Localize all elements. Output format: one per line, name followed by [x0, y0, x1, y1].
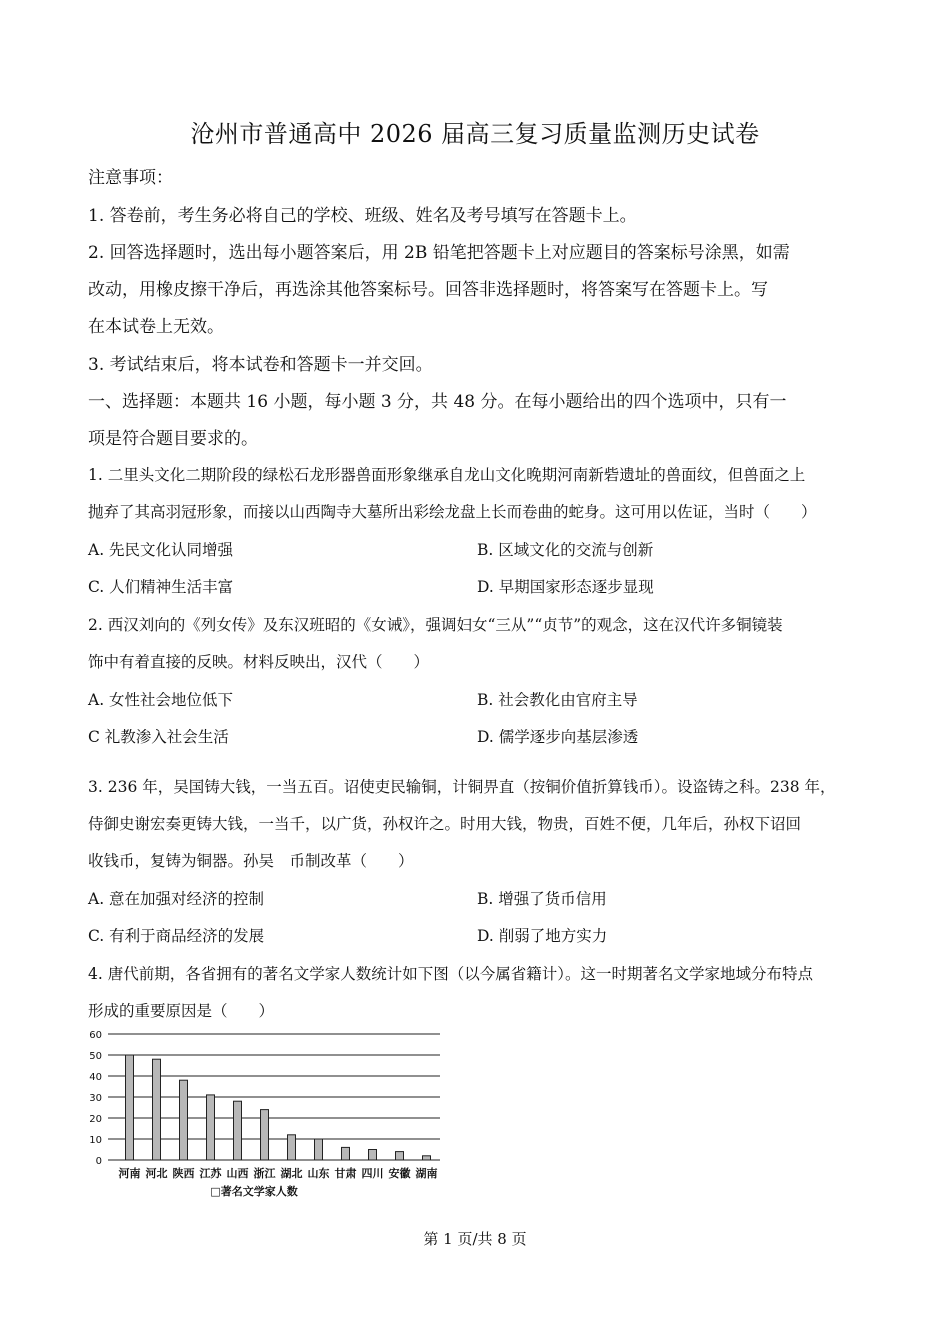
x-tick-label: 河南 — [118, 1167, 141, 1180]
question-2-stem-cont: 饰中有着直接的反映。材料反映出，汉代（ ） — [88, 653, 430, 671]
page-title: 沧州市普通高中 2026 届高三复习质量监测历史试卷 — [190, 120, 760, 148]
notice-heading: 注意事项： — [88, 168, 173, 188]
notice-item-3: 3. 考试结束后，将本试卷和答题卡一并交回。 — [88, 355, 433, 375]
question-1-option-c: C. 人们精神生活丰富 — [88, 578, 234, 596]
section-heading: 一、选择题：本题共 16 小题，每小题 3 分，共 48 分。在每小题给出的四个选项中，只有一 — [88, 392, 787, 412]
question-2-option-b: B. 社会教化由官府主导 — [477, 691, 638, 709]
question-2-stem: 2. 西汉刘向的《列女传》及东汉班昭的《女诫》，强调妇女“三从”“贞节”的观念，这在汉代许多铜镜装 — [88, 616, 783, 634]
question-2-option-c: C 礼教渗入社会生活 — [88, 728, 229, 746]
chart-legend: □著名文学家人数 — [210, 1185, 298, 1198]
y-tick-label: 40 — [89, 1072, 102, 1083]
notice-item-2-end: 在本试卷上无效。 — [88, 317, 224, 337]
y-tick-label: 50 — [89, 1051, 102, 1062]
bar — [153, 1059, 161, 1160]
question-1-stem-cont: 抛弃了其高羽冠形象，而接以山西陶寺大墓所出彩绘龙盘上长而卷曲的蛇身。这可用以佐证，当时（ ） — [88, 503, 817, 521]
bar — [423, 1156, 431, 1160]
x-tick-label: 江苏 — [199, 1167, 222, 1180]
bar — [234, 1101, 242, 1160]
y-tick-label: 60 — [89, 1030, 102, 1041]
question-2-option-a: A. 女性社会地位低下 — [88, 691, 234, 709]
question-4-stem: 4. 唐代前期，各省拥有的著名文学家人数统计如下图（以今属省籍计）。这一时期著名文学家地域分布特点 — [88, 965, 813, 983]
x-tick-label: 陕西 — [172, 1167, 195, 1180]
x-tick-label: 甘肃 — [334, 1167, 357, 1180]
question-4-stem-cont: 形成的重要原因是（ ） — [88, 1002, 275, 1020]
question-3-option-c: C. 有利于商品经济的发展 — [88, 927, 265, 945]
y-tick-label: 0 — [95, 1156, 102, 1167]
bar — [369, 1150, 377, 1161]
x-tick-label: 河北 — [145, 1167, 168, 1180]
section-heading-cont: 项是符合题目要求的。 — [88, 429, 258, 449]
bar — [315, 1139, 323, 1160]
question-1-option-b: B. 区域文化的交流与创新 — [477, 541, 654, 559]
notice-item-2-cont: 改动，用橡皮擦干净后，再选涂其他答案标号。回答非选择题时，将答案写在答题卡上。写 — [88, 280, 768, 300]
y-tick-label: 20 — [89, 1114, 102, 1125]
writers-bar-chart — [82, 1022, 452, 1202]
y-tick-label: 10 — [89, 1135, 102, 1146]
x-tick-label: 四川 — [361, 1167, 384, 1180]
question-1-option-d: D. 早期国家形态逐步显现 — [477, 578, 654, 596]
x-tick-label: 湖南 — [415, 1167, 438, 1180]
question-3-option-d: D. 削弱了地方实力 — [477, 927, 608, 945]
bar — [207, 1095, 215, 1160]
bar — [396, 1152, 404, 1160]
question-3-stem-end: 收钱币，复铸为铜器。孙吴 币制改革（ ） — [88, 852, 414, 870]
y-tick-label: 30 — [89, 1093, 102, 1104]
bar — [342, 1147, 350, 1160]
question-3-stem: 3. 236 年，吴国铸大钱，一当五百。诏使吏民输铜，计铜畀直（按铜价值折算钱币）。设盗铸之科。238 年， — [88, 778, 836, 796]
bar — [288, 1135, 296, 1160]
question-3-option-b: B. 增强了货币信用 — [477, 890, 607, 908]
bar — [261, 1110, 269, 1160]
question-1-stem: 1. 二里头文化二期阶段的绿松石龙形器兽面形象继承自龙山文化晚期河南新砦遗址的兽面纹，但兽面之上 — [88, 466, 806, 484]
question-3-option-a: A. 意在加强对经济的控制 — [88, 890, 265, 908]
x-tick-label: 湖北 — [280, 1167, 303, 1180]
notice-item-1: 1. 答卷前，考生务必将自己的学校、班级、姓名及考号填写在答题卡上。 — [88, 206, 637, 226]
notice-item-2: 2. 回答选择题时，选出每小题答案后，用 2B 铅笔把答题卡上对应题目的答案标号涂黑，如需 — [88, 243, 790, 263]
x-tick-label: 山东 — [307, 1167, 330, 1180]
question-1-option-a: A. 先民文化认同增强 — [88, 541, 234, 559]
page-footer: 第 1 页/共 8 页 — [423, 1230, 527, 1248]
x-tick-label: 山西 — [226, 1167, 249, 1180]
question-3-stem-cont: 侍御史谢宏奏更铸大钱，一当千，以广货，孙权许之。时用大钱，物贵，百姓不便，几年后，孙权下诏回 — [88, 815, 802, 833]
bar — [126, 1055, 134, 1160]
bar — [180, 1080, 188, 1160]
x-tick-label: 安徽 — [388, 1167, 411, 1180]
question-2-option-d: D. 儒学逐步向基层渗透 — [477, 728, 639, 746]
x-tick-label: 浙江 — [253, 1167, 276, 1180]
